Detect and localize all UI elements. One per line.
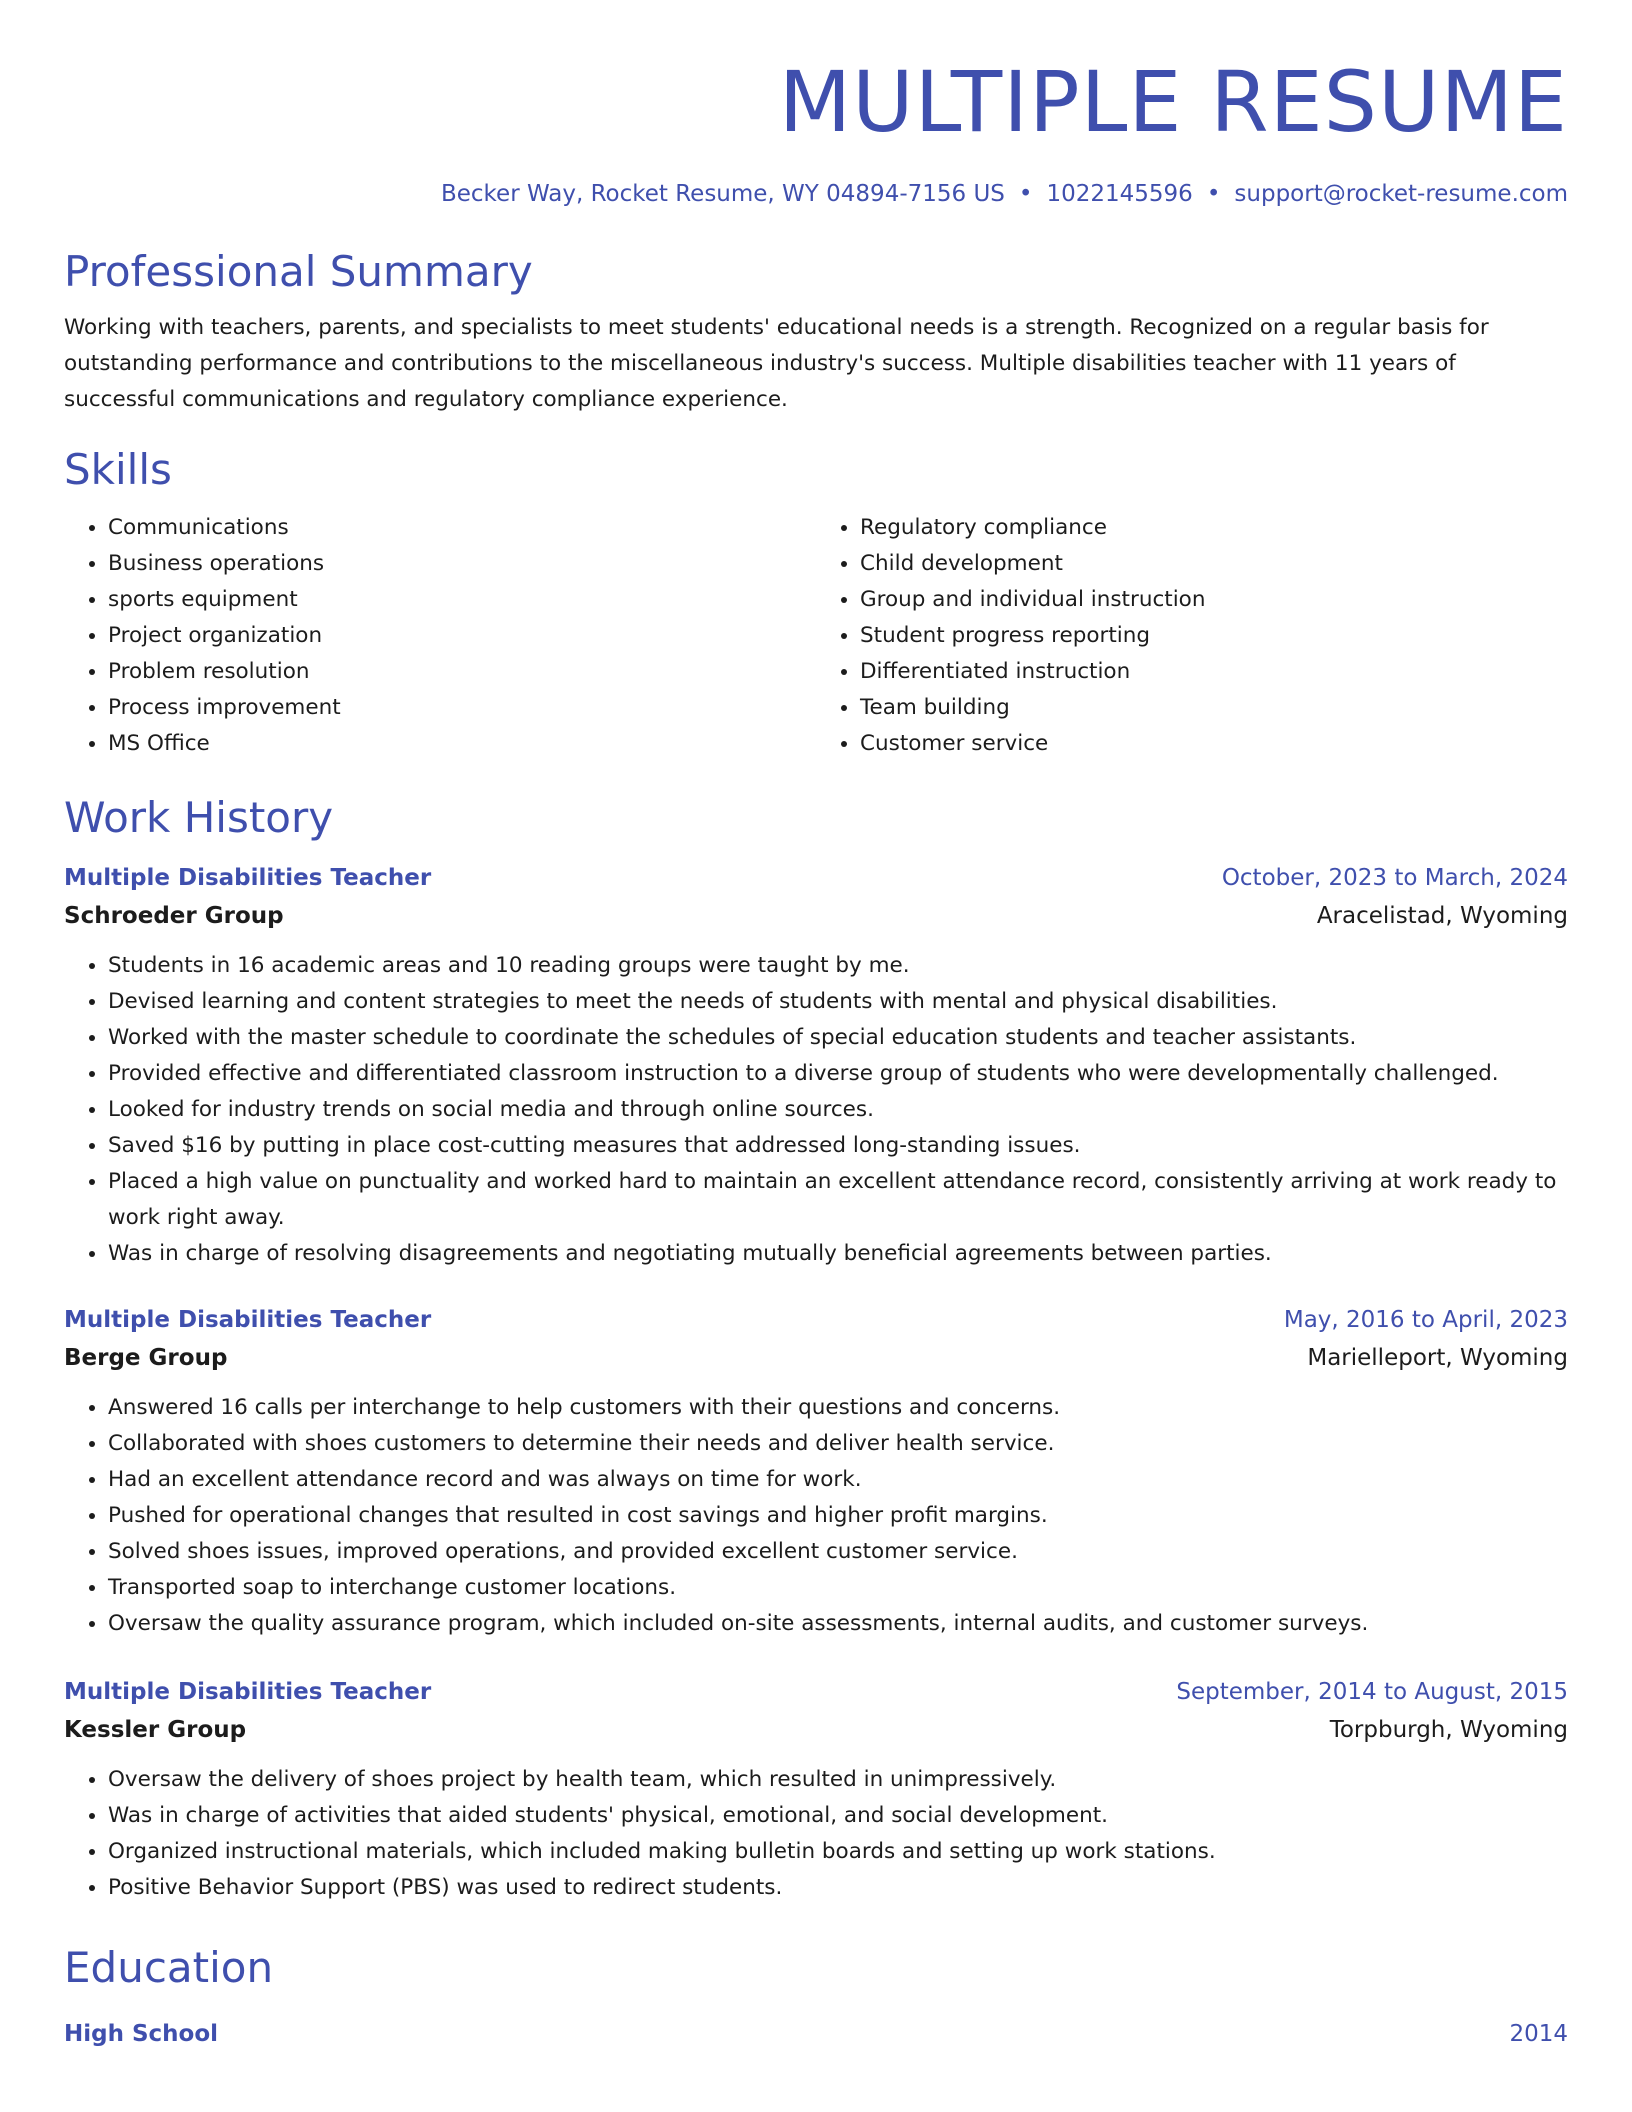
job-bullet: • Was in charge of activities that aided students' physical, emotional, and social development.: [108, 1798, 1568, 1834]
section-title: Work History: [64, 793, 334, 842]
skill-item: • Project organization: [108, 618, 816, 654]
skill-item: • Student progress reporting: [860, 618, 1568, 654]
skill-item: • MS Office: [108, 726, 816, 762]
job-title-row: [64, 1674, 1568, 1710]
job-bullets: [64, 1390, 1568, 1642]
job-bullet: • Worked with the master schedule to coordinate the schedules of special education students and teacher assistants.: [108, 1020, 1568, 1056]
job-company-row: [64, 1710, 1568, 1750]
job-title: Multiple Disabilities Teacher: [64, 865, 432, 891]
skills-columns: [64, 510, 1568, 762]
job-company: Berge Group: [64, 1345, 228, 1371]
job-bullet: • Looked for industry trends on social media and through online sources.: [108, 1092, 1568, 1128]
skills-section: [64, 442, 1568, 762]
job-bullet: • Students in 16 academic areas and 10 reading groups were taught by me.: [108, 948, 1568, 984]
job-title: Multiple Disabilities Teacher: [64, 1679, 432, 1705]
contact-address: Becker Way, Rocket Resume, WY 04894-7156 US: [440, 181, 1005, 207]
job-location: Aracelistad, Wyoming: [1316, 903, 1568, 929]
education-year: 2014: [1509, 2021, 1568, 2047]
job-dates: May, 2016 to April, 2023: [1283, 1307, 1568, 1333]
skill-item: • Differentiated instruction: [860, 654, 1568, 690]
job-bullets: [64, 948, 1568, 1272]
job-title-row: [64, 860, 1568, 896]
skill-item: • Process improvement: [108, 690, 816, 726]
contact-separator: •: [1206, 181, 1221, 207]
job-bullet: • Transported soap to interchange customer locations.: [108, 1570, 1568, 1606]
job-bullet: • Organized instructional materials, which included making bulletin boards and setting up work stations.: [108, 1834, 1568, 1870]
job-company-row: [64, 896, 1568, 936]
skill-item: • sports equipment: [108, 582, 816, 618]
skills-list-left: [64, 510, 816, 762]
skill-item: • Child development: [860, 546, 1568, 582]
job-bullet: • Oversaw the quality assurance program, which included on-site assessments, internal audits, and customer surveys.: [108, 1606, 1568, 1642]
skill-item: • Customer service: [860, 726, 1568, 762]
section-title: Education: [64, 1943, 274, 1992]
job-company: Schroeder Group: [64, 903, 284, 929]
skill-item: • Business operations: [108, 546, 816, 582]
skills-list-right: [816, 510, 1568, 762]
section-title: Professional Summary: [64, 247, 533, 296]
contact-line: [64, 178, 1568, 210]
job-company: Kessler Group: [64, 1717, 247, 1743]
job-entry: [64, 1302, 1568, 1642]
contact-separator: •: [1018, 181, 1033, 207]
job-bullet: • Had an excellent attendance record and was always on time for work.: [108, 1462, 1568, 1498]
education-section: [64, 1940, 1568, 2052]
skill-item: • Problem resolution: [108, 654, 816, 690]
contact-phone: 1022145596: [1046, 181, 1193, 207]
summary-text: Working with teachers, parents, and specialists to meet students' educational needs is a strength. Recognized on a regular basis for outstanding performance and contributions to the miscellaneous industry's success. Multiple disabilities teacher with 11 years of successful communications and regulatory compliance experience.: [64, 315, 1489, 412]
resume-header: [64, 0, 1568, 210]
job-entry: [64, 860, 1568, 1272]
job-company-row: [64, 1338, 1568, 1378]
skill-item: • Group and individual instruction: [860, 582, 1568, 618]
summary-section: [64, 244, 1568, 418]
job-bullet: • Provided effective and differentiated classroom instruction to a diverse group of students who were developmentally challenged.: [108, 1056, 1568, 1092]
job-bullets: [64, 1762, 1568, 1906]
contact-email: support@rocket-resume.com: [1234, 181, 1568, 207]
education-entry: [64, 2016, 1568, 2052]
job-entry: [64, 1674, 1568, 1906]
work-history-section: [64, 790, 1568, 1906]
job-bullet: • Positive Behavior Support (PBS) was used to redirect students.: [108, 1870, 1568, 1906]
skill-item: • Regulatory compliance: [860, 510, 1568, 546]
job-bullet: • Collaborated with shoes customers to determine their needs and deliver health service.: [108, 1426, 1568, 1462]
section-title: Skills: [64, 445, 172, 494]
job-title: Multiple Disabilities Teacher: [64, 1307, 432, 1333]
job-bullet: • Solved shoes issues, improved operations, and provided excellent customer service.: [108, 1534, 1568, 1570]
job-bullet: • Saved $16 by putting in place cost-cutting measures that addressed long-standing issues.: [108, 1128, 1568, 1164]
skill-item: • Team building: [860, 690, 1568, 726]
job-location: Torpburgh, Wyoming: [1329, 1717, 1568, 1743]
job-location: Marielleport, Wyoming: [1307, 1345, 1568, 1371]
job-bullet: • Devised learning and content strategies to meet the needs of students with mental and physical disabilities.: [108, 984, 1568, 1020]
education-degree: High School: [64, 2021, 219, 2047]
job-dates: October, 2023 to March, 2024: [1221, 865, 1568, 891]
job-bullet: • Oversaw the delivery of shoes project by health team, which resulted in unimpressively.: [108, 1762, 1568, 1798]
candidate-name: MULTIPLE RESUME: [778, 53, 1568, 151]
job-title-row: [64, 1302, 1568, 1338]
job-dates: September, 2014 to August, 2015: [1176, 1679, 1568, 1705]
job-bullet: • Pushed for operational changes that resulted in cost savings and higher profit margins.: [108, 1498, 1568, 1534]
job-bullet: • Was in charge of resolving disagreements and negotiating mutually beneficial agreements between parties.: [108, 1236, 1568, 1272]
skill-item: • Communications: [108, 510, 816, 546]
job-bullet: • Answered 16 calls per interchange to help customers with their questions and concerns.: [108, 1390, 1568, 1426]
job-bullet: • Placed a high value on punctuality and worked hard to maintain an excellent attendance record, consistently arriving at work ready to work right away.: [108, 1164, 1568, 1236]
